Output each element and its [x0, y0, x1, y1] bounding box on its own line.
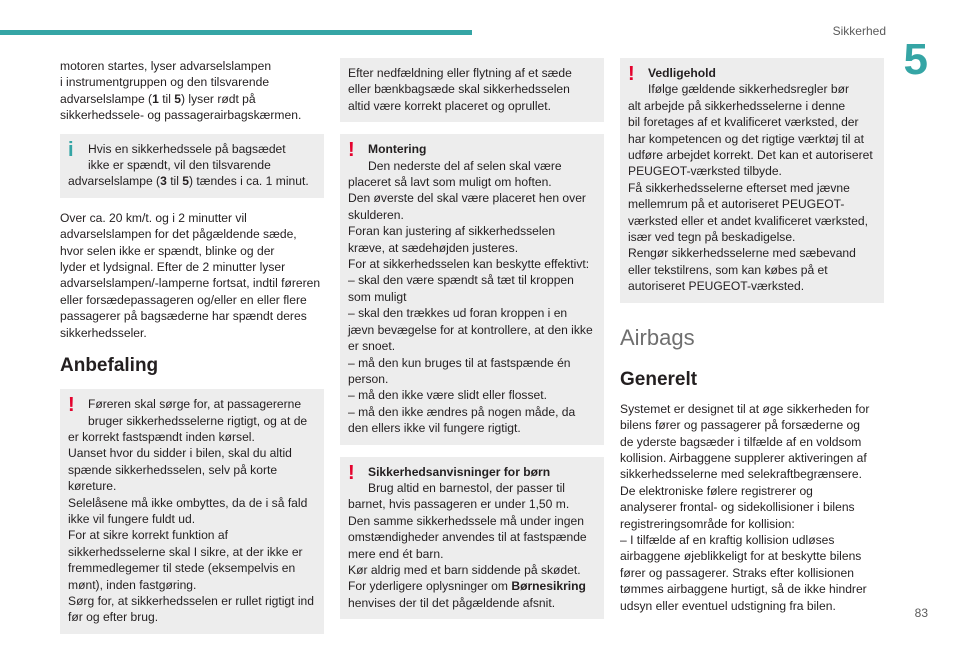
warning-icon: !: [68, 394, 75, 417]
intro-paragraph: motoren startes, lyser advarselslampen i instrumentgruppen og den tilsvarende advarselslampe (1 til 5) lyser rødt på sikkerhedssele- og passagerairbagskærmen.: [60, 59, 302, 123]
warning-lamp-paragraph: Over ca. 20 km/t. og i 2 minutter vil advarselslampen for det pågældende sæde, hvor selen ikke er spændt, blinke og der lyder et lydsignal. Efter de 2 minutter lyser advarselslampen/-lamperne fortsat, indtil føreren eller forsædepassageren og/eller en eller flere passagerer på bagsæderne har spændt deres sikkerhedsseler.: [60, 210, 321, 340]
column-middle: [340, 58, 604, 631]
warning-box-children: ! Sikkerhedsanvisninger for børn Brug altid en barnestol, der passer til barnet, hvis passageren er under 1,50 m. Den samme sikkerhedssele må under ingen omstændigheder anvendes til at fastspænde mere end ét barn. Kør aldrig med et barn siddende på skødet. For yderligere oplysninger om Børnesikring henvises der til det pågældende afsnit.: [340, 457, 604, 620]
warning-icon: !: [348, 139, 355, 162]
warning-icon: !: [628, 63, 635, 85]
warning-box-maintenance: ! Vedligehold Ifølge gældende sikkerhedsregler bør alt arbejde på sikkerhedsselerne i denne bil foretages af et kvalificeret værksted, der har kompetencen og det rigtige værktøj til at udføre arbejdet korrekt. Det kan et autoriseret PEUGEOT-værksted tilbyde. Få sikkerhedsselerne efterset med jævne mellemrum på et autoriseret PEUGEOT- værksted eller et andet kvalificeret værksted, især ved tegn på beskadigelse. Rengør sikkerhedsselerne med sæbevand eller tekstilrens, som kan købes på et autoriseret PEUGEOT-værksted.: [620, 58, 884, 303]
airbags-general-paragraph: Systemet er designet til at øge sikkerheden for bilens fører og passagerer på forsæderne og de yderste bagsæder i tilfælde af en voldsom kollision. Airbaggene supplerer aktiveringen af sikkerhedsselerne med selekraftbegrænsere. De elektroniske følere registrerer og analyserer frontal- og sidekollisioner i bilens registreringsområde for kollision: – I tilfælde af en kraftig kollision udløses airbaggene øjeblikkeligt for at beskytte bilens fører og passagerer. Straks efter kollisionen tømmes airbaggene hurtigt, så de ikke hindrer udsyn eller eventuel udstigning fra bilen.: [620, 401, 870, 613]
box-title: Vedligehold: [648, 66, 716, 80]
warning-box-anbefaling: ! Føreren skal sørge for, at passagererne bruger sikkerhedsselerne rigtigt, og at de er korrekt fastspændt inden kørsel. Uanset hvor du sidder i bilen, skal du altid spænde sikkerhedsselen, selv på korte køreture. Selelåsene må ikke ombyttes, da de i så fald ikke vil fungere fuldt ud. For at sikre korrekt funktion af sikkerhedsselerne skal I sikre, at der ikke er fremmedlegemer til stede (eksempelvis en mønt), inden fastgøring. Sørg for, at sikkerhedsselen er rullet rigtigt ind før og efter brug.: [60, 389, 324, 634]
box-title: Sikkerhedsanvisninger for børn: [368, 464, 551, 479]
info-icon: i: [68, 138, 74, 161]
page-number: 83: [914, 606, 928, 620]
section-label: Sikkerhed: [832, 24, 886, 38]
heading-anbefaling: Anbefaling: [60, 355, 159, 377]
warning-icon: !: [348, 461, 355, 484]
chapter-number: 5: [903, 35, 928, 84]
section-title-airbags: Airbags: [620, 324, 695, 350]
column-right: [620, 58, 884, 614]
box-title: Montering: [368, 142, 427, 157]
info-box: i Hvis en sikkerhedssele på bagsædet ikke er spændt, vil den tilsvarende advarselslampe (3 til 5) tændes i ca. 1 minut.: [60, 134, 324, 198]
note-box-folding: Efter nedfældning eller flytning af et sæde eller bænkbagsæde skal sikkerhedsselen altid være korrekt placeret og oprullet.: [340, 58, 604, 122]
warning-box-montering: ! Montering Den nederste del af selen skal være placeret så lavt som muligt om hoften. Den øverste del skal være placeret hen over skulderen. Foran kan justering af sikkerhedsselen kræve, at sædehøjden justeres. For at sikkerhedsselen kan beskytte effektivt: – skal den være spændt så tæt til kroppen som muligt – skal den trækkes ud foran kroppen i en jævn bevægelse for at kontrollere, at den ikke er snoet. – må den kun bruges til at fastspænde én person. – må den ikke være slidt eller flosset. – må den ikke ændres på nogen måde, da den ellers ikke vil fungere rigtigt.: [340, 134, 604, 444]
heading-generelt: Generelt: [620, 368, 698, 390]
header-accent-bar: [0, 30, 472, 35]
cross-reference: Børnesikring: [511, 579, 586, 594]
column-left: [60, 58, 324, 646]
